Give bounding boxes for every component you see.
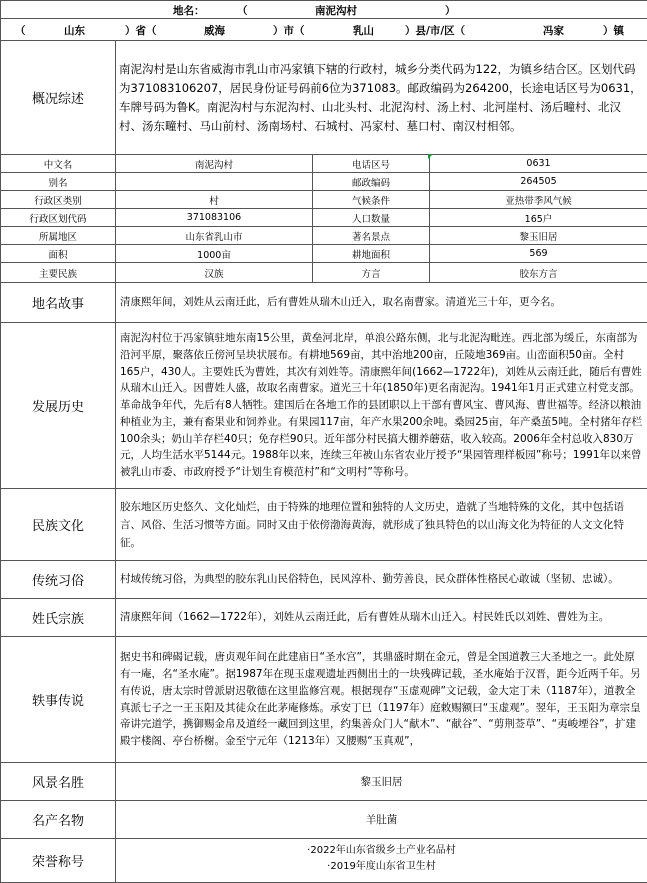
province-value: 山东 (64, 23, 85, 38)
culture-label: 民族文化 (1, 489, 116, 561)
info-key: 面积 (1, 245, 116, 263)
place-name-row (1, 1, 647, 19)
honors-label: 荣誉称号 (1, 839, 116, 883)
info-value: 汉族 (116, 263, 313, 283)
info-key: 所属地区 (1, 227, 116, 245)
customs-label: 传统习俗 (1, 561, 116, 599)
info-row (1, 209, 647, 227)
info-value: 264505 (430, 173, 647, 191)
info-body (1, 155, 647, 283)
info-value: 165户 (430, 209, 647, 227)
info-value: 黎玉旧居 (430, 227, 647, 245)
city-suffix: ）市（ (273, 23, 305, 38)
info-row (1, 173, 647, 191)
products-text: 羊肚菌 (116, 801, 647, 839)
info-row (1, 155, 647, 173)
info-key: 电话区号 (313, 155, 430, 173)
clan-text: 清康熙年间（1662—1722年），刘姓从云南迁此，后有曹姓从瑞木山迁入。村民姓氏以刘姓、曹姓为主。 (116, 599, 647, 637)
customs-text: 村域传统习俗，为典型的胶东乳山民俗特色，民风淳朴、勤劳善良，民众群体性格民心敢诚（坚韧、忠诚）。 (116, 561, 647, 599)
story-text: 清康熙年间，刘姓从云南迁此，后有曹姓从瑞木山迁入，取名南曹家。清道光三十年，更今名。 (116, 283, 647, 323)
info-value: 0631 (430, 155, 647, 173)
county-value: 乳山 (353, 23, 374, 38)
info-value: 371083106 (116, 209, 313, 227)
place-label: 地名： (173, 3, 205, 18)
header-table (0, 0, 647, 41)
story-label: 地名故事 (1, 283, 116, 323)
info-row (1, 191, 647, 209)
info-value: 村 (116, 191, 313, 209)
place-name: 南泥沟村 (315, 3, 357, 18)
scenery-text: 黎玉旧居 (116, 763, 647, 801)
info-value (116, 173, 313, 191)
overview-label: 概况综述 (1, 41, 116, 155)
info-value: 胶东方言 (430, 263, 647, 283)
info-key: 气候条件 (313, 191, 430, 209)
province-suffix: ）省（ (125, 23, 157, 38)
info-key: 邮政编码 (313, 173, 430, 191)
honor-item: ·2019年度山东省卫生村 (120, 859, 643, 875)
info-table (0, 154, 647, 283)
region-open-paren: （ (15, 23, 26, 38)
honors-list (116, 839, 647, 883)
clan-label: 姓氏宗族 (1, 599, 116, 637)
town-value: 冯家 (543, 23, 564, 38)
info-key: 主要民族 (1, 263, 116, 283)
products-label: 名产名物 (1, 801, 116, 839)
info-key: 著名景点 (313, 227, 430, 245)
info-value: 亚热带季风气候 (430, 191, 647, 209)
info-row (1, 227, 647, 245)
culture-text: 胶东地区历史悠久、文化灿烂，由于特殊的地理位置和独特的人文历史，造就了当地特殊的文化，其中包括语言、风俗、生活习惯等方面。同时又由于依傍渤海黄海，就形成了独具特色的以山海文化为特征的人文文化特征。 (116, 489, 647, 561)
info-key: 中文名 (1, 155, 116, 173)
info-key: 行政区划代码 (1, 209, 116, 227)
overview-table (0, 40, 647, 155)
info-value: 1000亩 (116, 245, 313, 263)
sections-table (0, 282, 647, 883)
info-value: 南泥沟村 (116, 155, 313, 173)
legend-text: 据史书和碑碣记载，唐贞观年间在此建庙日“圣水宫”，其鼎盛时期在金元，曾是全国道教三大圣地之一。此处原有一庵，名“圣水庵”。据1987年在现玉虚观遗址西侧出土的一块残碑记载，圣水庵始于汉晋，距今近两千年。另有传说，唐太宗时曾派尉迟敬德在这里监修宫观。根据现存“玉虚观碑”文记载，金大定丁未（1187年），道教全真派七子之一王玉阳及其徒众在此茅庵修炼。承安丁巳（1197年）庭敕赐额曰“玉虚观”。翌年，王玉阳为章宗皇帝讲完道学，携御赐金帛及道经一藏回到这里，约集善众门人“献木”、“献谷”、“剪荆莶草”、“夷峻堙谷”，扩建殿宇楼阁、亭台桥榭。金至宁元年（1213年）又腰赐“玉真观”， (116, 637, 647, 763)
place-open-paren: （ (237, 3, 248, 18)
scenery-label: 风景名胜 (1, 763, 116, 801)
place-close-paren: ） (445, 3, 456, 18)
info-key: 行政区类别 (1, 191, 116, 209)
legend-label: 轶事传说 (1, 637, 116, 763)
info-value: 山东省乳山市 (116, 227, 313, 245)
county-suffix: ）县/市/区（ (405, 23, 465, 38)
history-text: 南泥沟村位于冯家镇驻地东南15公里，黄垒河北岸，单浪公路东侧，北与北泥沟毗连。西北部为缓丘，东南部为沿河平原，聚落依丘傍河呈块状展布。有耕地569亩，其中治地200亩，丘陵地369亩。山峦面积50亩。全村165户，430人。主要姓氏为曹姓，其次有刘姓等。清康熙年间(1662—1722年)，刘姓从云南迁此，随后有曹姓从瑞木山迁入。因曹姓人盛，故取名南曹家。道光三十年(1850年)更名南泥沟。1941年1月正式建立村党支部。革命战争年代，先后有8人牺牲。建国后在各地工作的县团职以上干部有曹风宝、曹风海、曹世福等。经济以粮油种植业为主，兼有畜果业和饲养业。有果园117亩，年产水果200余吨。桑园25亩，年产桑茧5吨。全村猪年存栏100余头；奶山羊存栏40只；免存栏90只。近年部分村民搞大棚养蘑菇，收入较高。2006年全村总收入830万元，人均生活水平5144元。1988年以来，连续三年被山东省农业厅授予“果园管理样板园”称号；1991年以来曾被乳山市委、市政府授予“计划生育模范村”和“文明村”等称号。 (116, 323, 647, 489)
region-row (1, 19, 647, 41)
info-value: 569 (430, 245, 647, 263)
honor-item: ·2022年山东省级乡土产业名品村 (120, 843, 643, 859)
history-label: 发展历史 (1, 323, 116, 489)
town-suffix: ）镇 (603, 23, 624, 38)
overview-text: 南泥沟村是山东省威海市乳山市冯家镇下辖的行政村，城乡分类代码为122，为镇乡结合区。区划代码为371083106207，居民身份证号码前6位为371083。邮政编码为264200，长途电话区号为0631，车牌号码为鲁K。南泥沟村与东泥沟村、山北头村、北泥沟村、汤上村、北河崖村、汤后疃村、北汉村、汤东疃村、马山前村、汤南场村、石城村、冯家村、墓口村、南汉村相邻。 (116, 41, 647, 155)
cell-marker (428, 154, 433, 159)
info-key: 别名 (1, 173, 116, 191)
city-value: 威海 (204, 23, 225, 38)
info-key: 耕地面积 (313, 245, 430, 263)
info-key: 方言 (313, 263, 430, 283)
info-row (1, 245, 647, 263)
info-key: 人口数量 (313, 209, 430, 227)
info-row (1, 263, 647, 283)
